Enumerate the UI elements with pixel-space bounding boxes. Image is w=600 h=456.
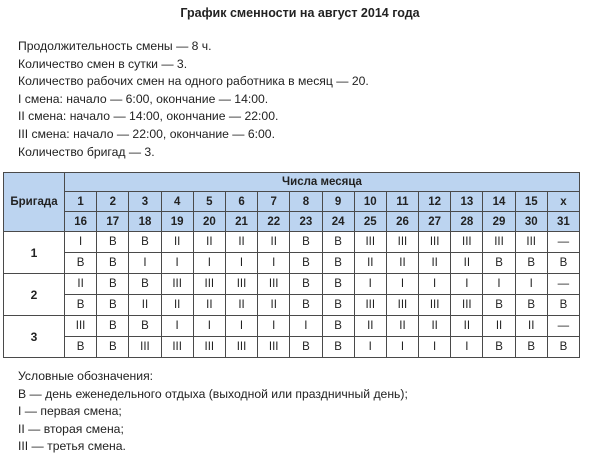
shift-cell: III: [225, 274, 257, 295]
shift-cell: В: [483, 295, 515, 316]
legend-item: II — вторая смена;: [18, 421, 124, 436]
day-number: 6: [225, 192, 257, 212]
shift-cell: II: [419, 253, 451, 274]
shift-cell: II: [451, 316, 483, 337]
shift-cell: I: [419, 337, 451, 358]
shift-cell: III: [354, 232, 386, 253]
day-number: 3: [129, 192, 161, 212]
shift-cell: II: [258, 295, 290, 316]
day-number: 1: [65, 192, 97, 212]
day-number: 10: [354, 192, 386, 212]
day-number: 13: [451, 192, 483, 212]
shift-cell: В: [290, 337, 322, 358]
shift-cell: В: [97, 253, 129, 274]
shift-cell: II: [193, 295, 225, 316]
shift-cell: III: [386, 295, 418, 316]
shift-cell: III: [258, 337, 290, 358]
shift-cell: I: [161, 253, 193, 274]
day-number: 5: [193, 192, 225, 212]
shift-cell: В: [129, 316, 161, 337]
shift-cell: III: [193, 337, 225, 358]
legend-item: В — день еженедельного отдыха (выходной или праздничный день);: [18, 386, 408, 401]
shift-cell: В: [547, 295, 579, 316]
param-line: II смена: начало — 14:00, окончание — 22:00.: [18, 109, 279, 124]
shift-cell: В: [515, 295, 547, 316]
shift-cell: III: [161, 274, 193, 295]
schedule-table: [3, 172, 580, 358]
shift-cell: I: [193, 253, 225, 274]
shift-cell: В: [290, 295, 322, 316]
shift-cell: I: [354, 274, 386, 295]
day-number: 18: [129, 212, 161, 232]
shift-cell: III: [65, 316, 97, 337]
shift-cell: В: [65, 337, 97, 358]
shift-cell: —: [547, 316, 579, 337]
brigade-header: Бригада: [4, 173, 65, 232]
day-number: 30: [515, 212, 547, 232]
day-number: 9: [322, 192, 354, 212]
day-number: 2: [97, 192, 129, 212]
shift-cell: В: [322, 295, 354, 316]
shift-cell: III: [161, 337, 193, 358]
shift-cell: I: [225, 316, 257, 337]
shift-cell: I: [515, 274, 547, 295]
shift-cell: В: [322, 253, 354, 274]
day-number: 25: [354, 212, 386, 232]
shift-cell: I: [386, 337, 418, 358]
day-number: 7: [258, 192, 290, 212]
days-header: Числа месяца: [65, 173, 580, 192]
shift-cell: В: [97, 337, 129, 358]
legend: [18, 368, 408, 456]
shift-cell: II: [354, 253, 386, 274]
day-number: 24: [322, 212, 354, 232]
legend-item: III — третья смена.: [18, 439, 126, 454]
brigade-number: 2: [4, 274, 65, 316]
param-line: Количество бригад — 3.: [18, 144, 155, 159]
shift-cell: В: [97, 316, 129, 337]
shift-cell: II: [515, 316, 547, 337]
shift-parameters: [18, 38, 369, 161]
shift-cell: —: [547, 232, 579, 253]
day-number: 8: [290, 192, 322, 212]
shift-cell: III: [258, 274, 290, 295]
shift-cell: I: [258, 253, 290, 274]
shift-cell: В: [322, 274, 354, 295]
shift-cell: I: [354, 337, 386, 358]
shift-cell: II: [225, 295, 257, 316]
shift-cell: II: [386, 316, 418, 337]
shift-cell: II: [258, 232, 290, 253]
shift-cell: I: [290, 316, 322, 337]
brigade-row: [4, 274, 580, 295]
day-number: 27: [419, 212, 451, 232]
day-number: 23: [290, 212, 322, 232]
day-number: 22: [258, 212, 290, 232]
day-number: 14: [483, 192, 515, 212]
brigade-row: [4, 253, 580, 274]
day-number: 11: [386, 192, 418, 212]
shift-cell: В: [515, 253, 547, 274]
shift-cell: В: [97, 274, 129, 295]
shift-cell: III: [419, 295, 451, 316]
day-number: 26: [386, 212, 418, 232]
legend-item: I — первая смена;: [18, 404, 122, 419]
day-number: 15: [515, 192, 547, 212]
shift-cell: III: [515, 232, 547, 253]
day-number: 20: [193, 212, 225, 232]
shift-cell: В: [515, 337, 547, 358]
shift-cell: В: [483, 337, 515, 358]
shift-cell: I: [161, 316, 193, 337]
shift-cell: В: [322, 316, 354, 337]
shift-cell: II: [354, 316, 386, 337]
shift-cell: В: [483, 253, 515, 274]
shift-cell: В: [322, 337, 354, 358]
shift-cell: II: [65, 274, 97, 295]
shift-cell: II: [225, 232, 257, 253]
shift-cell: В: [547, 253, 579, 274]
shift-cell: В: [547, 337, 579, 358]
legend-title: Условные обозначения:: [18, 369, 154, 383]
day-number: 16: [65, 212, 97, 232]
shift-cell: II: [161, 232, 193, 253]
shift-cell: III: [129, 337, 161, 358]
shift-cell: II: [129, 295, 161, 316]
day-number: 17: [97, 212, 129, 232]
days-row: [4, 192, 580, 212]
shift-cell: I: [129, 253, 161, 274]
shift-cell: III: [225, 337, 257, 358]
shift-cell: III: [386, 232, 418, 253]
brigade-row: [4, 295, 580, 316]
shift-cell: В: [97, 295, 129, 316]
day-number: 19: [161, 212, 193, 232]
shift-cell: В: [290, 232, 322, 253]
shift-cell: II: [386, 253, 418, 274]
shift-cell: I: [419, 274, 451, 295]
shift-cell: III: [354, 295, 386, 316]
shift-cell: В: [290, 253, 322, 274]
day-number: 4: [161, 192, 193, 212]
param-line: III смена: начало — 22:00, окончание — 6:00.: [18, 126, 275, 141]
shift-cell: I: [483, 274, 515, 295]
shift-cell: В: [65, 295, 97, 316]
param-line: Количество смен в сутки — 3.: [18, 56, 188, 71]
shift-cell: II: [419, 316, 451, 337]
shift-cell: В: [129, 232, 161, 253]
brigade-row: [4, 316, 580, 337]
shift-cell: I: [386, 274, 418, 295]
brigade-row: [4, 232, 580, 253]
shift-cell: I: [65, 232, 97, 253]
shift-cell: III: [483, 232, 515, 253]
days-row: [4, 212, 580, 232]
shift-cell: I: [451, 337, 483, 358]
shift-cell: III: [451, 295, 483, 316]
param-line: Количество рабочих смен на одного работника в месяц — 20.: [18, 74, 369, 89]
shift-cell: В: [129, 274, 161, 295]
day-number: х: [547, 192, 579, 212]
shift-cell: II: [451, 253, 483, 274]
shift-cell: В: [65, 253, 97, 274]
shift-cell: I: [193, 316, 225, 337]
day-number: 29: [483, 212, 515, 232]
shift-cell: II: [483, 316, 515, 337]
shift-cell: —: [547, 274, 579, 295]
shift-cell: В: [290, 274, 322, 295]
shift-cell: В: [97, 232, 129, 253]
day-number: 21: [225, 212, 257, 232]
shift-cell: III: [193, 274, 225, 295]
param-line: Продолжительность смены — 8 ч.: [18, 39, 212, 53]
shift-cell: I: [225, 253, 257, 274]
brigade-number: 1: [4, 232, 65, 274]
brigade-number: 3: [4, 316, 65, 358]
page-title: График сменности на август 2014 года: [180, 6, 420, 20]
shift-cell: III: [419, 232, 451, 253]
day-number: 28: [451, 212, 483, 232]
shift-cell: I: [258, 316, 290, 337]
brigade-row: [4, 337, 580, 358]
day-number: 12: [419, 192, 451, 212]
day-number: 31: [547, 212, 579, 232]
shift-cell: III: [451, 232, 483, 253]
shift-cell: II: [161, 295, 193, 316]
shift-cell: В: [322, 232, 354, 253]
shift-cell: I: [451, 274, 483, 295]
param-line: I смена: начало — 6:00, окончание — 14:00.: [18, 91, 269, 106]
shift-cell: II: [193, 232, 225, 253]
